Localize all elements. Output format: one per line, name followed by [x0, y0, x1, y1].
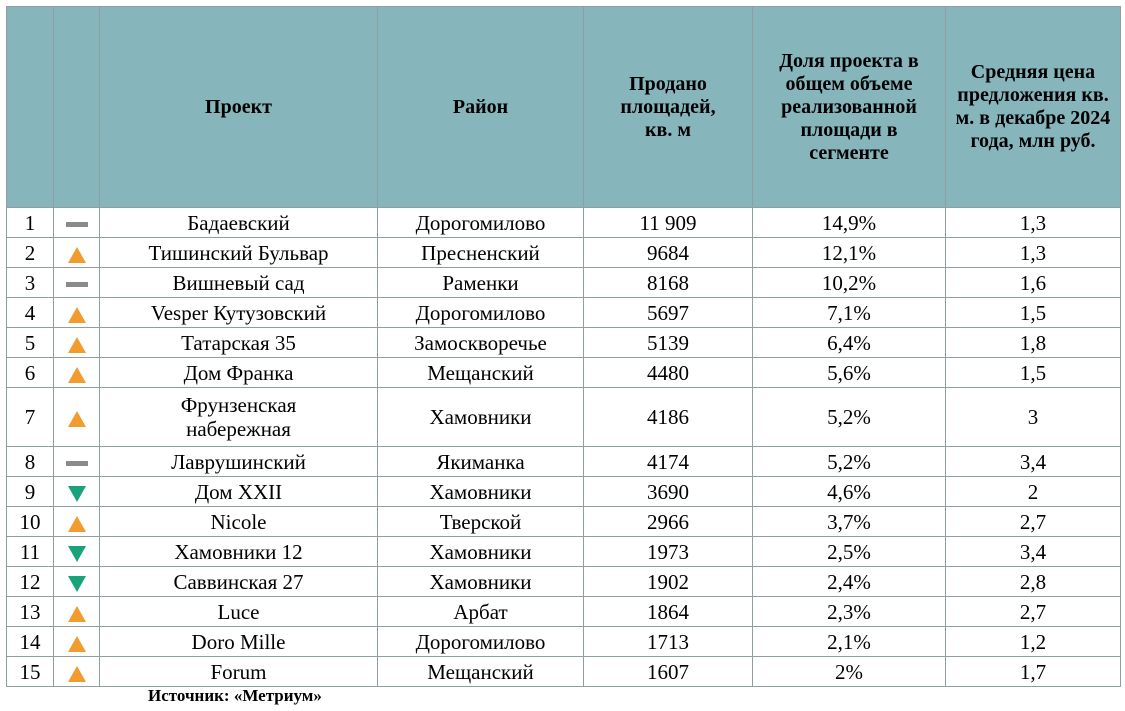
row-number: 4	[7, 298, 54, 328]
header-district: Район	[378, 7, 584, 208]
share-percent: 5,6%	[753, 358, 946, 388]
trend-cell	[54, 208, 100, 238]
sold-area: 11 909	[584, 208, 753, 238]
table-row	[7, 537, 1121, 567]
project-name: Тишинский Бульвар	[100, 238, 378, 268]
sold-area: 1607	[584, 657, 753, 687]
avg-price: 3,4	[946, 447, 1121, 477]
trend-up-icon	[68, 411, 86, 427]
trend-down-icon	[68, 546, 86, 562]
sold-area: 9684	[584, 238, 753, 268]
district-name: Дорогомилово	[378, 208, 584, 238]
sold-area: 1713	[584, 627, 753, 657]
trend-cell	[54, 388, 100, 447]
trend-cell	[54, 298, 100, 328]
district-name: Мещанский	[378, 657, 584, 687]
table-row	[7, 388, 1121, 447]
trend-cell	[54, 507, 100, 537]
sales-table	[6, 6, 1121, 687]
trend-cell	[54, 657, 100, 687]
share-percent: 2,3%	[753, 597, 946, 627]
row-number: 10	[7, 507, 54, 537]
header-row	[7, 7, 1121, 208]
trend-up-icon	[68, 666, 86, 682]
table-row	[7, 447, 1121, 477]
trend-cell	[54, 238, 100, 268]
share-percent: 2,1%	[753, 627, 946, 657]
project-name: Forum	[100, 657, 378, 687]
share-percent: 12,1%	[753, 238, 946, 268]
share-percent: 2,4%	[753, 567, 946, 597]
sold-area: 1864	[584, 597, 753, 627]
row-number: 9	[7, 477, 54, 507]
table-row	[7, 657, 1121, 687]
project-name: Дом Франка	[100, 358, 378, 388]
trend-cell	[54, 328, 100, 358]
table-row	[7, 597, 1121, 627]
row-number: 14	[7, 627, 54, 657]
district-name: Пресненский	[378, 238, 584, 268]
table-row	[7, 238, 1121, 268]
row-number: 8	[7, 447, 54, 477]
row-number: 15	[7, 657, 54, 687]
district-name: Замоскворечье	[378, 328, 584, 358]
project-name: Дом XXII	[100, 477, 378, 507]
row-number: 6	[7, 358, 54, 388]
district-name: Раменки	[378, 268, 584, 298]
share-percent: 6,4%	[753, 328, 946, 358]
trend-up-icon	[68, 367, 86, 383]
trend-flat-icon	[66, 282, 88, 287]
row-number: 2	[7, 238, 54, 268]
trend-cell	[54, 627, 100, 657]
trend-cell	[54, 537, 100, 567]
project-name: Vesper Кутузовский	[100, 298, 378, 328]
project-name: Хамовники 12	[100, 537, 378, 567]
row-number: 3	[7, 268, 54, 298]
project-name: Саввинская 27	[100, 567, 378, 597]
sold-area: 4174	[584, 447, 753, 477]
trend-flat-icon	[66, 461, 88, 466]
avg-price: 1,7	[946, 657, 1121, 687]
table-row	[7, 477, 1121, 507]
trend-up-icon	[68, 606, 86, 622]
project-name: Бадаевский	[100, 208, 378, 238]
trend-flat-icon	[66, 222, 88, 227]
header-price: Средняя цена предложения кв. м. в декабре 2024 года, млн руб.	[946, 7, 1121, 208]
trend-down-icon	[68, 576, 86, 592]
row-number: 12	[7, 567, 54, 597]
sold-area: 1973	[584, 537, 753, 567]
trend-up-icon	[68, 247, 86, 263]
header-sold: Продано площадей, кв. м	[584, 7, 753, 208]
avg-price: 3	[946, 388, 1121, 447]
project-name: Luce	[100, 597, 378, 627]
district-name: Хамовники	[378, 477, 584, 507]
project-name: Лаврушинский	[100, 447, 378, 477]
table-row	[7, 328, 1121, 358]
table-row	[7, 627, 1121, 657]
table-row	[7, 268, 1121, 298]
avg-price: 2,7	[946, 507, 1121, 537]
project-name: Doro Mille	[100, 627, 378, 657]
trend-up-icon	[68, 307, 86, 323]
project-name: Фрунзенская набережная	[100, 388, 378, 447]
avg-price: 1,3	[946, 238, 1121, 268]
avg-price: 1,3	[946, 208, 1121, 238]
share-percent: 2%	[753, 657, 946, 687]
trend-down-icon	[68, 486, 86, 502]
district-name: Якиманка	[378, 447, 584, 477]
share-percent: 7,1%	[753, 298, 946, 328]
district-name: Дорогомилово	[378, 627, 584, 657]
share-percent: 4,6%	[753, 477, 946, 507]
row-number: 7	[7, 388, 54, 447]
trend-cell	[54, 447, 100, 477]
trend-up-icon	[68, 337, 86, 353]
header-share: Доля проекта в общем объеме реализованной площади в сегменте	[753, 7, 946, 208]
avg-price: 1,5	[946, 298, 1121, 328]
district-name: Мещанский	[378, 358, 584, 388]
avg-price: 2,7	[946, 597, 1121, 627]
row-number: 5	[7, 328, 54, 358]
table-row	[7, 298, 1121, 328]
trend-cell	[54, 358, 100, 388]
avg-price: 2,8	[946, 567, 1121, 597]
sold-area: 4186	[584, 388, 753, 447]
sold-area: 8168	[584, 268, 753, 298]
sold-area: 5139	[584, 328, 753, 358]
avg-price: 2	[946, 477, 1121, 507]
trend-up-icon	[68, 516, 86, 532]
sold-area: 3690	[584, 477, 753, 507]
district-name: Арбат	[378, 597, 584, 627]
table-row	[7, 358, 1121, 388]
table-row	[7, 567, 1121, 597]
share-percent: 5,2%	[753, 388, 946, 447]
row-number: 13	[7, 597, 54, 627]
district-name: Хамовники	[378, 567, 584, 597]
sold-area: 4480	[584, 358, 753, 388]
avg-price: 1,2	[946, 627, 1121, 657]
district-name: Хамовники	[378, 537, 584, 567]
share-percent: 14,9%	[753, 208, 946, 238]
trend-cell	[54, 477, 100, 507]
share-percent: 2,5%	[753, 537, 946, 567]
trend-cell	[54, 567, 100, 597]
avg-price: 1,6	[946, 268, 1121, 298]
header-trend	[54, 7, 100, 208]
share-percent: 5,2%	[753, 447, 946, 477]
project-name: Татарская 35	[100, 328, 378, 358]
project-name: Вишневый сад	[100, 268, 378, 298]
header-project: Проект	[100, 7, 378, 208]
avg-price: 1,8	[946, 328, 1121, 358]
trend-cell	[54, 268, 100, 298]
district-name: Хамовники	[378, 388, 584, 447]
trend-cell	[54, 597, 100, 627]
sold-area: 1902	[584, 567, 753, 597]
share-percent: 10,2%	[753, 268, 946, 298]
source-note: Источник: «Метриум»	[148, 686, 322, 705]
header-num	[7, 7, 54, 208]
district-name: Дорогомилово	[378, 298, 584, 328]
table-row	[7, 208, 1121, 238]
trend-up-icon	[68, 636, 86, 652]
row-number: 1	[7, 208, 54, 238]
sold-area: 2966	[584, 507, 753, 537]
district-name: Тверской	[378, 507, 584, 537]
sold-area: 5697	[584, 298, 753, 328]
share-percent: 3,7%	[753, 507, 946, 537]
table-row	[7, 507, 1121, 537]
row-number: 11	[7, 537, 54, 567]
project-name: Nicole	[100, 507, 378, 537]
avg-price: 3,4	[946, 537, 1121, 567]
avg-price: 1,5	[946, 358, 1121, 388]
